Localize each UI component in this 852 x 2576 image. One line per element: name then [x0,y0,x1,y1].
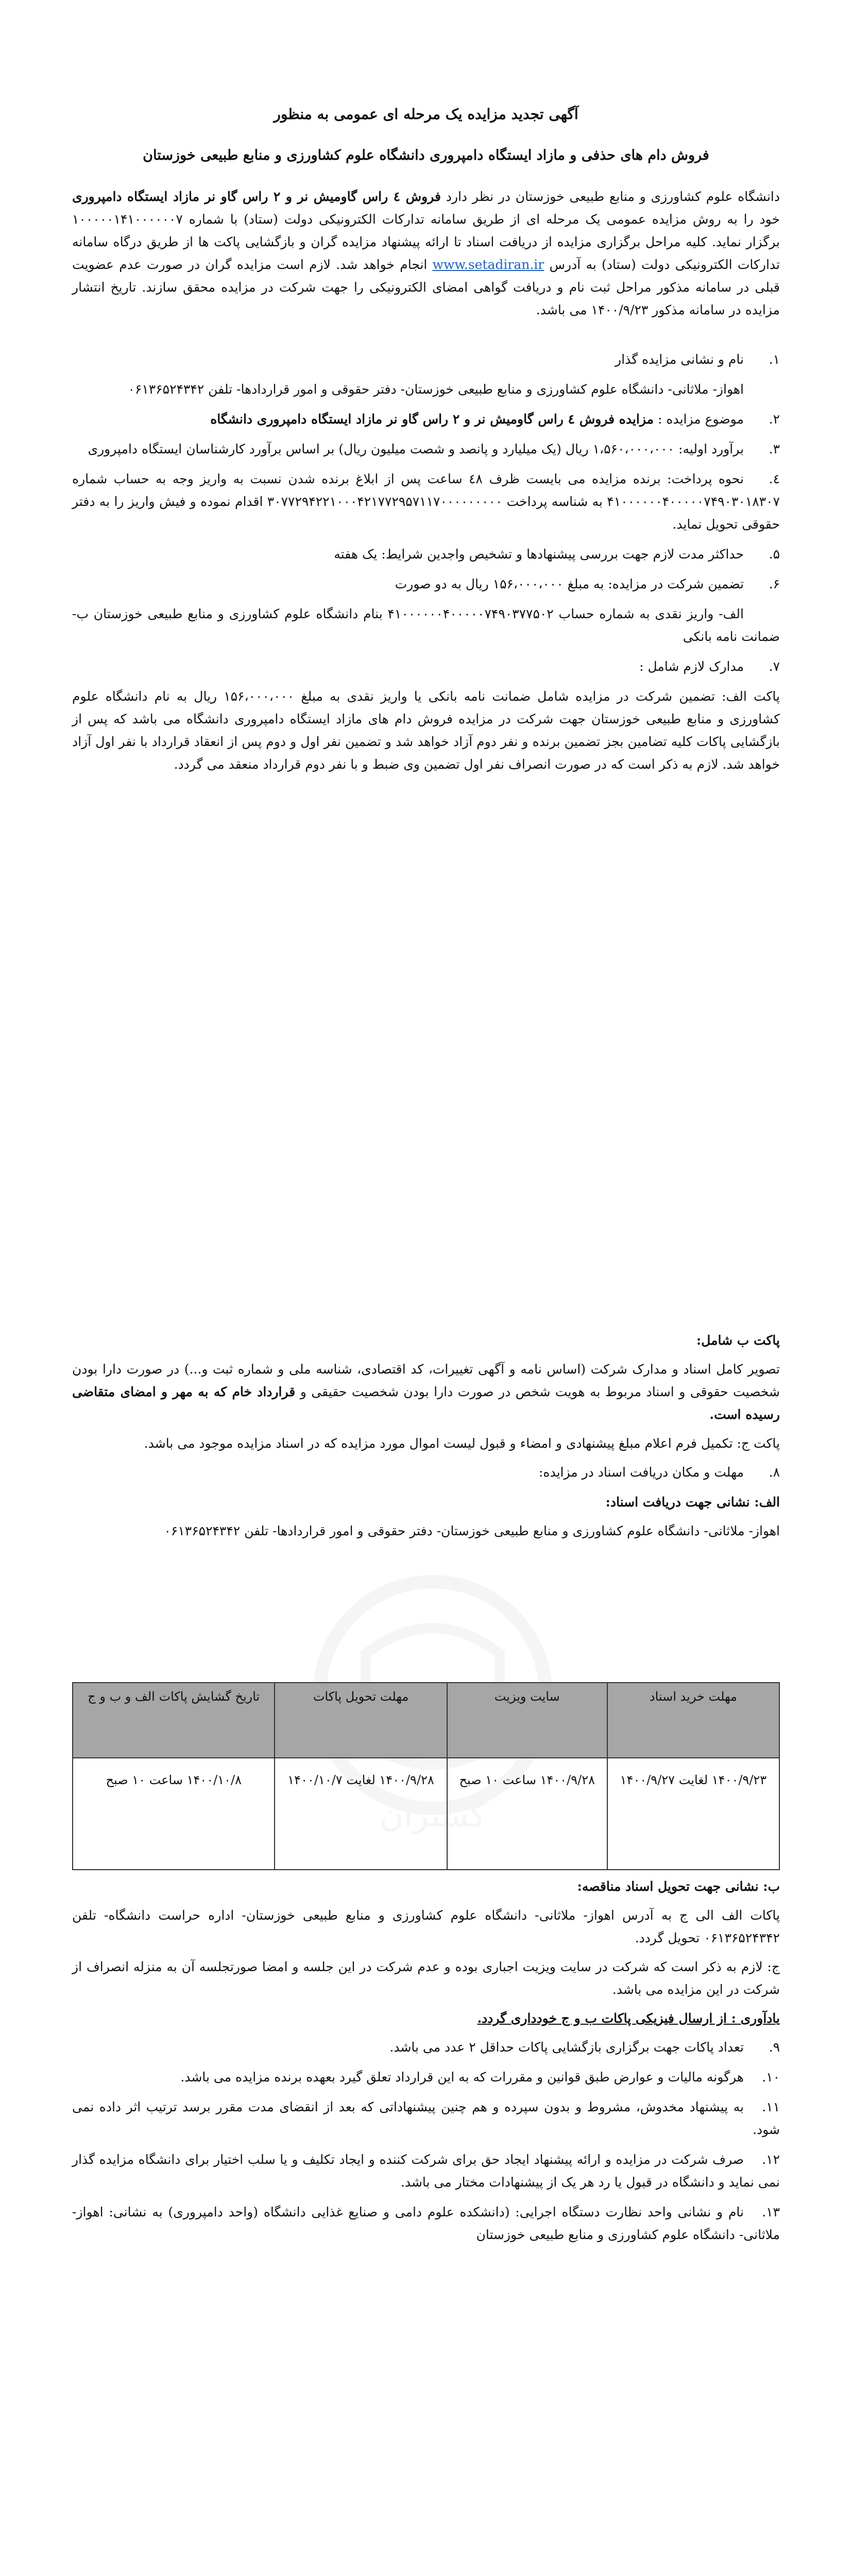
table-header-row [73,1683,779,1758]
schedule-table [72,1682,780,1870]
list-item [72,543,780,566]
packet-b-bold: قرارداد خام که به مهر و امضای متقاضی رسیده است. [72,1384,780,1422]
cell-opening-date: ۱۴۰۰/۱۰/۸ ساعت ۱۰ صبح [73,1758,275,1870]
item-number: ۱۰. [762,2070,780,2084]
item-text: مهلت و مکان دریافت اسناد در مزایده: [538,1465,744,1480]
packet-b-text: تصویر کامل اسناد و مدارک شرکت (اساس نامه و آگهی تغییرات، کد اقتصادی، شناسه ملی و شماره ثبت و...) در صورت دارا بودن شخصیت حقوقی و اسناد مربوط به هویت شخص در صورت دارا بودن شخصیت حقیقی و [72,1362,780,1399]
delivery-section [72,1875,780,2253]
list-item [72,603,780,648]
item-text: تضمین شرکت در مزایده: به مبلغ ۱۵۶،۰۰۰،۰۰۰ ریال به دو صورت [395,577,744,591]
item-text: به پیشنهاد مخدوش، مشروط و بدون سپرده و هم چنین پیشنهاداتی که بعد از انقضای مدت مقرر برسد ترتیب اثر داده نمی شود. [72,2099,780,2137]
list-item [72,573,780,596]
header-doc-purchase: مهلت خرید اسناد [607,1683,779,1758]
item-text: حداکثر مدت لازم جهت بررسی پیشنهادها و تشخیص واجدین شرایط: یک هفته [334,547,744,562]
delivery-heading: ب: نشانی جهت تحویل اسناد مناقصه: [577,1879,780,1894]
intro-text-2: خود را به روش مزایده عمومی یک مرحله ای از طریق سامانه تدارکات الکترونیکی دولت (ستاد) با شماره ۱۰۰۰۰۰۱۴۱۰۰۰۰۰۰۷ برگزار نماید. کلیه مراحل برگزاری مزایده از دریافت اسناد تا ارائه پیشنهاد مزایده گران و بازگشایی پاکت ها از طریق درگاه سامانه تدارکات الکترونیکی دولت (ستاد) به آدرس [72,212,780,272]
item-text: نحوه پرداخت: برنده مزایده می بایست ظرف ٤٨ ساعت پس از ابلاغ برنده شدن نسبت به واریز وجه به حساب شماره ۴۱۰۰۰۰۰۰۴۰۰۰۰۰۷۴۹۰۳۰۱۸۳۰۷ به شناسه پرداخت ۳۰۷۷۲۹۴۲۲۱۰۰۰۴۲۱۷۷۲۹۵۷۱۱۷۰۰۰۰۰۰۰۰۰ اقدام نموده و فیش واریز را به دفتر حقوقی تحویل نماید. [72,471,780,532]
list-item [72,1461,780,1484]
header-opening-date: تاریخ گشایش پاکات الف و ب و ج [73,1683,275,1758]
item-number: ۹. [769,2040,780,2055]
intro-bold-subject: فروش ٤ راس گاومیش نر و ٢ راس گاو نر مازاد ایستگاه دامپروری [72,189,441,204]
packet-c-paragraph: پاکت ج: تکمیل فرم اعلام مبلغ پیشنهادی و امضاء و قبول لیست اموال مورد مزایده که در اسناد مزایده موجود می باشد. [144,1436,780,1451]
item-text: نام و نشانی مزایده گذار [615,352,744,367]
doc-receipt-heading: الف: نشانی جهت دریافت اسناد: [605,1495,780,1510]
list-item [72,2201,780,2246]
item-text: نام و نشانی واحد نظارت دستگاه اجرایی: (دانشکده علوم دامی و صنایع غذایی دانشگاه (واحد دامپروری) به نشانی: اهواز- ملاثانی- دانشگاه علوم کشاورزی و منابع طبیعی خوزستان [72,2205,780,2242]
delivery-address: پاکات الف الی ج به آدرس اهواز- ملاثانی- دانشگاه علوم کشاورزی و منابع طبیعی خوزستان- اداره حراست دانشگاه- تلفن ۰۶۱۳۶۵۲۴۳۴۲ تحویل گردد. [72,1908,780,1945]
list-item [72,655,780,678]
item-number: ۷. [769,659,780,674]
item-bold-text: مزایده فروش ٤ راس گاومیش نر و ٢ راس گاو نر مازاد ایستگاه دامپروری دانشگاه [210,412,654,427]
item-number: ۱۲. [762,2152,780,2167]
packet-b-paragraph [72,1358,780,1426]
intro-text-3: انجام خواهد شد. لازم است مزایده گران در صورت عدم عضویت قبلی در سامانه مذکور مراحل ثبت نام و دریافت گواهی امضای الکترونیکی را جهت شرکت در مزایده محقق سازند. تاریخ انتشار مزایده در سامانه مذکور ۱۴۰۰/۹/۲۳ می باشد. [72,257,780,317]
page-subtitle: فروش دام های حذفی و مازاد ایستگاه دامپروری دانشگاه علوم کشاورزی و منابع طبیعی خوزستان [143,147,709,163]
table-row [73,1758,779,1870]
item-number: ۱۱. [762,2099,780,2114]
packets-section [72,1329,780,1549]
item-text: هرگونه مالیات و عوارض طبق قوانین و مقررات که به این قرارداد تعلق گیرد بعهده برنده مزایده می باشد. [180,2070,744,2084]
item-number: ۱۳. [762,2205,780,2219]
intro-paragraph [72,185,780,321]
setad-link[interactable]: www.setadiran.ir [432,257,544,272]
item-text: برآورد اولیه: ۱،۵۶۰،۰۰۰،۰۰۰ ریال (یک میلیارد و پانصد و شصت میلیون ریال) بر اساس برآورد کارشناسان ایستگاه دامپروری [88,442,744,456]
packet-a-paragraph: پاکت الف: تضمین شرکت در مزایده شامل ضمانت نامه بانکی یا واریز نقدی به مبلغ ۱۵۶،۰۰۰،۰۰۰ ریال به نام دانشگاه علوم کشاورزی و منابع طبیعی خوزستان جهت شرکت در مزایده فروش دام های مازاد ایستگاه دامپروری دانشگاه می باشد که پس از بازگشایی پاکات کلیه تضامین بجز تضمین برنده و نفر دوم آزاد خواهد شد و تضمین نفر اول و دوم پس از انعقاد قرارداد با نفر اول آزاد خواهد شد. لازم به ذکر است که در صورت انصراف نفر اول تضمین وی ضبط و با نفر دوم قرارداد منعقد می گردد. [72,689,780,772]
list-item [72,2066,780,2089]
item-number: ۶. [769,577,780,591]
list-item [72,438,780,461]
item-text: صرف شرکت در مزایده و ارائه پیشنهاد ایجاد حق برای شرکت کننده و ایجاد تکلیف و یا سلب اختیار برای دانشگاه مزایده گذار نمی نماید و دانشگاه در قبول یا رد هر یک از پیشنهادات مختار می باشد. [72,2152,780,2190]
item-number: ۲. [769,412,780,427]
list-item [72,2148,780,2194]
doc-receipt-address: اهواز- ملاثانی- دانشگاه علوم کشاورزی و منابع طبیعی خوزستان- دفتر حقوقی و امور قراردادها- تلفن ۰۶۱۳۶۵۲۴۳۴۲ [164,1523,780,1538]
site-visit-note: ج: لازم به ذکر است که شرکت در سایت ویزیت اجباری بوده و عدم شرکت در این جلسه و امضا صورتجلسه آن به منزله انصراف از شرکت در این مزایده می باشد. [72,1959,780,1997]
item-number: ۱. [769,352,780,367]
item-number: ٤. [769,471,780,486]
item-text: اهواز- ملاثانی- دانشگاه علوم کشاورزی و منابع طبیعی خوزستان- دفتر حقوقی و امور قراردادها- تلفن ۰۶۱۳۶۵۲۴۳۴۲ [128,382,744,397]
item-text: موضوع مزایده : [658,412,744,427]
item-number: ۵. [769,547,780,562]
header-packet-delivery: مهلت تحویل پاکات [275,1683,447,1758]
announcement-top-section [72,103,780,782]
header-site-visit: سایت ویزیت [447,1683,607,1758]
item-text: الف- واریز نقدی به شماره حساب ۴۱۰۰۰۰۰۰۴۰۰۰۰۰۷۴۹۰۳۷۷۵۰۲ بنام دانشگاه علوم کشاورزی و منابع طبیعی خوزستان ب- ضمانت نامه بانکی [72,606,780,644]
item-text: تعداد پاکات جهت برگزاری بازگشایی پاکات حداقل ۲ عدد می باشد. [389,2040,744,2055]
watermark-text: گستران [379,1797,486,1835]
cell-doc-purchase: ۱۴۰۰/۹/۲۳ لغایت ۱۴۰۰/۹/۲۷ [607,1758,779,1870]
cell-site-visit: ۱۴۰۰/۹/۲۸ ساعت ۱۰ صبح [447,1758,607,1870]
list-item [72,408,780,431]
list-item [72,2096,780,2141]
list-item [72,2036,780,2059]
item-number: ۳. [769,442,780,456]
reminder-note: یادآوری : از ارسال فیزیکی پاکات ب و ج خودداری گردد. [477,2011,780,2026]
item-text: مدارک لازم شامل : [639,659,744,674]
packet-b-heading: پاکت ب شامل: [696,1333,780,1348]
intro-text-1: دانشگاه علوم کشاورزی و منابع طبیعی خوزستان در نظر دارد [446,189,780,204]
list-item [72,468,780,536]
cell-packet-delivery: ۱۴۰۰/۹/۲۸ لغایت ۱۴۰۰/۱۰/۷ [275,1758,447,1870]
item-number: ۸. [769,1465,780,1480]
list-item [72,348,780,371]
page-title: آگهی تجدید مزایده یک مرحله ای عمومی به منظور [274,106,578,123]
list-item [72,378,780,401]
